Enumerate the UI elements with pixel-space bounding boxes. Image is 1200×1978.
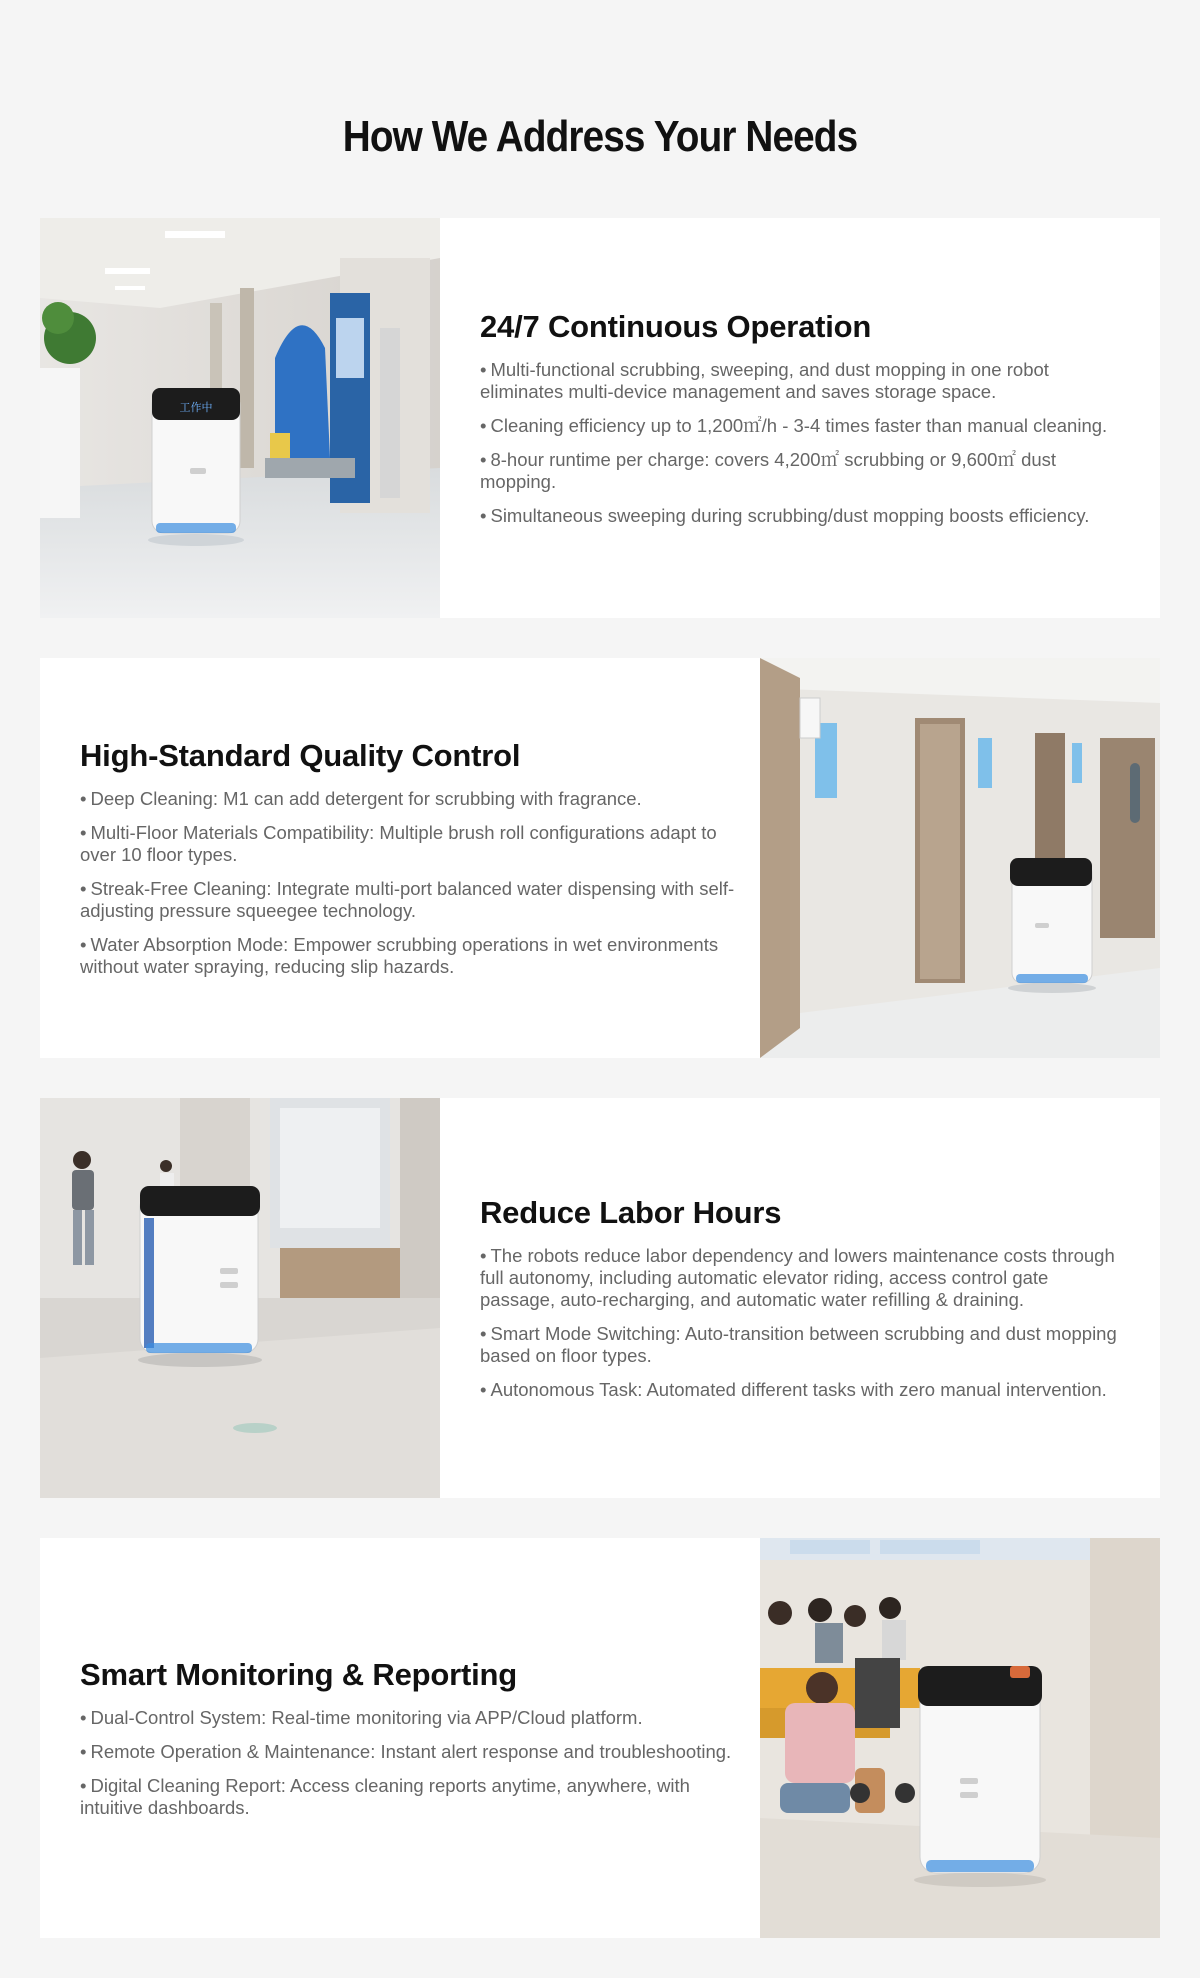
bullet-icon: • [80,934,87,955]
list-item-text: Autonomous Task: Automated different tasks with zero manual intervention. [490,1379,1107,1400]
feature-title: Reduce Labor Hours [480,1195,782,1230]
list-item-text: Dual-Control System: Real-time monitoring via APP/Cloud platform. [90,1707,643,1728]
feature-card-labor-hours [40,1098,1160,1498]
feature-list [80,788,740,978]
list-item [80,1741,740,1763]
list-item [80,788,740,810]
feature-list [480,359,1120,527]
bullet-icon: • [80,788,87,809]
bullet-icon: • [480,415,487,436]
feature-photo-hospital-corridor [40,218,440,618]
feature-photo-lobby [40,1098,440,1498]
list-item-text: Water Absorption Mode: Empower scrubbing operations in wet environments without water spraying, reducing slip hazards. [80,934,719,977]
feature-text [480,1098,1120,1498]
feature-text [80,1538,740,1938]
list-item-text: Smart Mode Switching: Auto-transition between scrubbing and dust mopping based on floor types. [480,1323,1117,1366]
robot-screen-text: 工作中 [179,401,213,414]
feature-title: 24/7 Continuous Operation [480,309,872,344]
list-item-text: Remote Operation & Maintenance: Instant alert response and troubleshooting. [90,1741,732,1762]
list-item [480,449,1120,493]
list-item-text: The robots reduce labor dependency and lowers maintenance costs through full autonomy, including automatic elevator riding, access control gate passage, auto-recharging, and automatic water refilling & draining. [480,1245,1115,1310]
bullet-icon: • [80,1741,87,1762]
list-item [80,878,740,922]
feature-photo-clinic-doors [760,658,1160,1058]
list-item [80,1775,740,1819]
feature-photo-waiting-area [760,1538,1160,1938]
bullet-icon: • [80,1707,87,1728]
list-item-text: Multi-Floor Materials Compatibility: Multiple brush roll configurations adapt to over 10 floor types. [80,822,717,865]
feature-list [480,1245,1120,1401]
bullet-icon: • [80,1775,87,1796]
list-item [480,359,1120,403]
bullet-icon: • [480,505,487,526]
list-item [480,1323,1120,1367]
list-item-text: Deep Cleaning: M1 can add detergent for scrubbing with fragrance. [90,788,642,809]
feature-text [80,658,740,1058]
list-item-text: Cleaning efficiency up to 1,200㎡/h - 3-4 times faster than manual cleaning. [490,415,1108,436]
list-item-text: Multi-functional scrubbing, sweeping, and dust mopping in one robot eliminates multi-device management and saves storage space. [480,359,1049,402]
feature-list [80,1707,740,1819]
list-item [480,415,1120,437]
list-item [80,1707,740,1729]
list-item [480,505,1120,527]
feature-card-continuous-operation [40,218,1160,618]
feature-card-monitoring-reporting [40,1538,1160,1938]
bullet-icon: • [480,1245,487,1266]
list-item-text: Digital Cleaning Report: Access cleaning reports anytime, anywhere, with intuitive dashboards. [80,1775,690,1818]
list-item [480,1379,1120,1401]
list-item-text: Simultaneous sweeping during scrubbing/dust mopping boosts efficiency. [490,505,1090,526]
bullet-icon: • [80,822,87,843]
feature-title: Smart Monitoring & Reporting [80,1657,517,1692]
feature-title: High-Standard Quality Control [80,738,521,773]
bullet-icon: • [480,449,487,470]
list-item [480,1245,1120,1311]
list-item [80,822,740,866]
list-item-text: Streak-Free Cleaning: Integrate multi-port balanced water dispensing with self-adjusting pressure squeegee technology. [80,878,735,921]
list-item-text: 8-hour runtime per charge: covers 4,200㎡ scrubbing or 9,600㎡ dust mopping. [480,449,1057,492]
list-item [80,934,740,978]
bullet-icon: • [480,359,487,380]
page-title: How We Address Your Needs [342,112,858,161]
feature-card-quality-control [40,658,1160,1058]
feature-text [480,218,1120,618]
bullet-icon: • [80,878,87,899]
bullet-icon: • [480,1379,487,1400]
bullet-icon: • [480,1323,487,1344]
